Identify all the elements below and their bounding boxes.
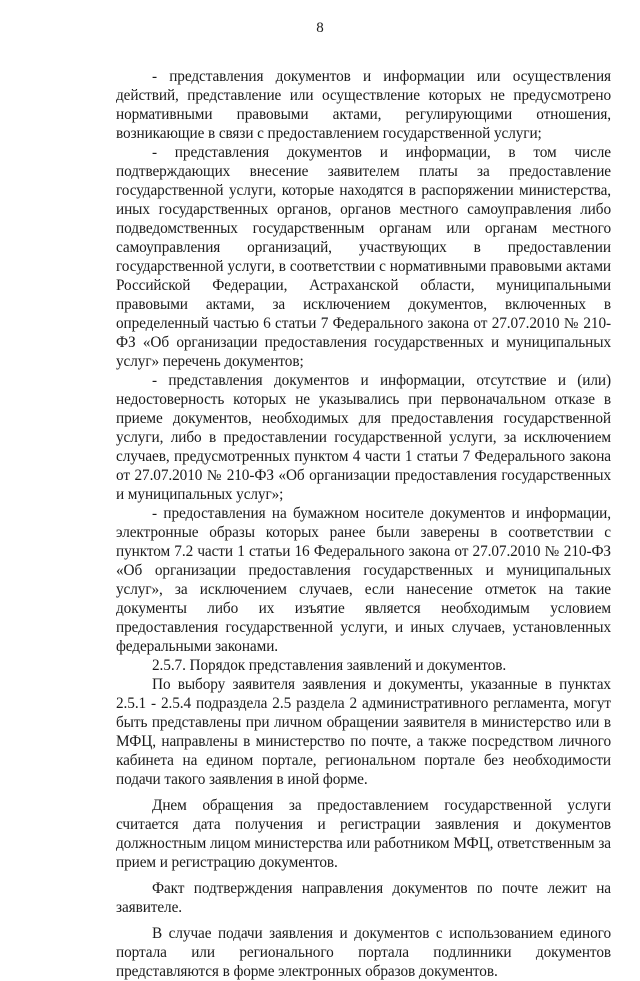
- page-number: 8: [316, 20, 324, 36]
- paragraph-submission-options: По выбору заявителя заявления и документы, указанные в пунктах 2.5.1 - 2.5.4 подраздела 2.5 раздела 2 административного регламента, могут быть представлены при личном обращении заявителя в министерство или в МФЦ, направлены в министерство по почте, а также посредством личного кабинета на едином портале, региональном портале без необходимости подачи такого заявления в иной форме.: [116, 676, 611, 788]
- paragraph-item-2: - представления документов и информации, в том числе подтверждающих внесение заявителем платы за предоставление государственной услуги, которые находятся в распоряжении министерства, иных государственных органов, органов местного самоуправления либо подведомственных государственным органам или органам местного самоуправления организаций, участвующих в предоставлении государственной услуги, в соответствии с нормативными правовыми актами Российской Федерации, Астраханской области, муниципальными правовыми актами, за исключением документов, включенных в определенный частью 6 статьи 7 Федерального закона от 27.07.2010 № 210-ФЗ «Об организации предоставления государственных и муниципальных услуг» перечень документов;: [116, 144, 611, 370]
- paragraph-item-3: - представления документов и информации, отсутствие и (или) недостоверность которых не указывались при первоначальном отказе в приеме документов, необходимых для предоставления государственной услуги, либо в предоставлении государственной услуги, за исключением случаев, предусмотренных пунктом 4 части 1 статьи 7 Федерального закона от 27.07.2010 № 210-ФЗ «Об организации предоставления государственных и муниципальных услуг»;: [116, 372, 611, 503]
- paragraph-electronic-originals: В случае подачи заявления и документов с использованием единого портала или регионального портала подлинники документов представляются в форме электронных образов документов.: [116, 925, 611, 980]
- paragraph-item-4: - предоставления на бумажном носителе документов и информации, электронные образы которых ранее были заверены в соответствии с пунктом 7.2 части 1 статьи 16 Федерального закона от 27.07.2010 № 210-ФЗ «Об организации предоставления государственных и муниципальных услуг», за исключением случаев, если нанесение отметок на такие документы либо их изъятие является необходимым условием предоставления государственной услуги, и иных случаев, установленных федеральными законами.: [116, 505, 611, 655]
- paragraph-item-1: - представления документов и информации или осуществления действий, представление или осуществление которых не предусмотрено нормативными правовыми актами, регулирующими отношения, возникающие в связи с предоставлением государственной услуги;: [116, 68, 611, 142]
- document-body: [116, 67, 611, 981]
- section-heading-2-5-7: 2.5.7. Порядок представления заявлений и документов.: [152, 657, 507, 674]
- paragraph-application-date: Днем обращения за предоставлением государственной услуги считается дата получения и регистрации заявления и документов должностным лицом министерства или работником МФЦ, ответственным за прием и регистрацию документов.: [116, 797, 611, 871]
- paragraph-postal-confirmation: Факт подтверждения направления документов по почте лежит на заявителе.: [116, 880, 611, 916]
